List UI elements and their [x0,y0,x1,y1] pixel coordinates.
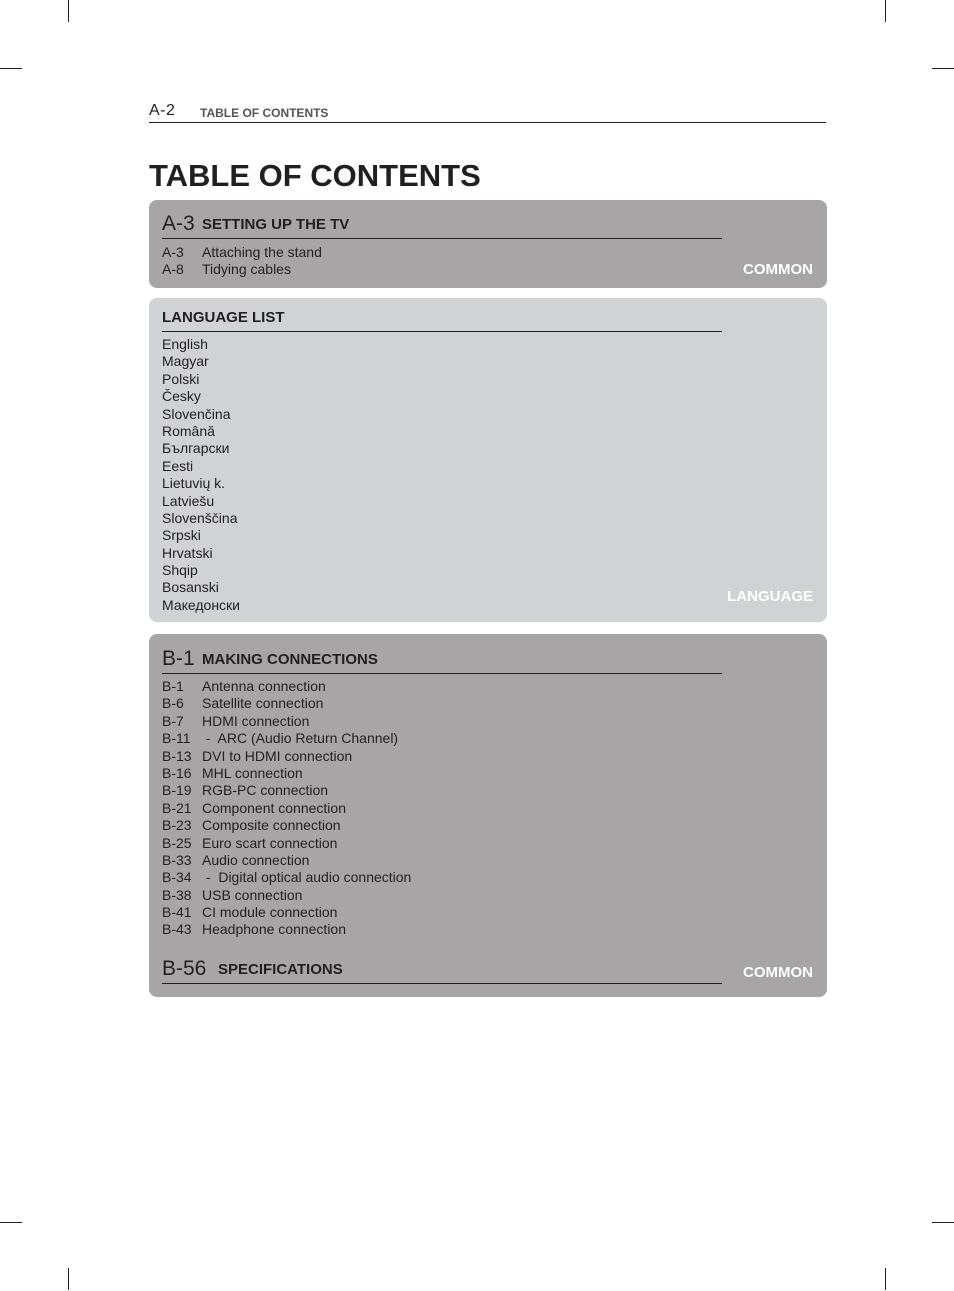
toc-item-page: B-38 [162,886,192,903]
toc-item-text: USB connection [202,886,303,903]
toc-item-text: - ARC (Audio Return Channel) [202,730,399,747]
section-language-box [149,298,827,622]
crop-mark [932,68,954,69]
language-item[interactable]: Română [162,422,215,439]
toc-item-text: Satellite connection [202,695,324,712]
toc-item-text: CI module connection [202,904,338,921]
toc-item-text: DVI to HDMI connection [202,747,353,764]
toc-item-page: B-41 [162,904,192,921]
toc-item-text: Composite connection [202,817,341,834]
language-item[interactable]: Slovenčina [162,405,231,422]
section-connections-box [149,634,827,997]
section-tag: LANGUAGE [727,588,813,605]
toc-item-page: B-23 [162,817,192,834]
toc-item-page: B-16 [162,764,192,781]
crop-mark [68,1268,69,1290]
toc-item-text: RGB-PC connection [202,782,329,799]
language-item[interactable]: Lietuvių k. [162,475,226,492]
crop-mark [932,1222,954,1223]
toc-item-page: B-6 [162,695,184,712]
section-heading [162,305,722,332]
section-heading-specifications [162,957,722,984]
running-title: TABLE OF CONTENTS [200,106,329,120]
section-heading [162,212,722,239]
language-item[interactable]: Eesti [162,457,194,474]
toc-item-page: B-1 [162,678,184,694]
section-setting-up-box [149,200,827,288]
toc-item-page: B-34 [162,869,192,886]
toc-item-page: A-8 [162,261,184,278]
language-item[interactable]: Slovenščina [162,509,238,526]
section-title: MAKING CONNECTIONS [202,651,378,668]
page-title: TABLE OF CONTENTS [149,158,481,193]
section-title: LANGUAGE LIST [162,309,285,326]
language-item[interactable]: Shqip [162,562,198,579]
toc-item-text: HDMI connection [202,712,310,729]
toc-item-page: B-11 [162,730,191,747]
toc-item-page: B-25 [162,834,192,851]
toc-item-page: A-3 [162,244,184,260]
language-item[interactable]: Македонски [162,596,240,613]
toc-item-text: MHL connection [202,764,303,781]
toc-item-text: Antenna connection [202,678,326,694]
language-list [162,336,240,614]
language-item[interactable]: Bosanski [162,579,219,596]
language-item[interactable]: Magyar [162,353,209,370]
language-item[interactable]: Latviešu [162,492,215,509]
toc-item-text: Euro scart connection [202,834,338,851]
toc-item-text: Audio connection [202,851,310,868]
language-item[interactable]: Български [162,440,230,457]
language-item[interactable]: English [162,336,208,352]
toc-item-text: Attaching the stand [202,244,322,260]
toc-item-page: B-13 [162,747,192,764]
toc-item-page: B-33 [162,851,192,868]
running-header [149,102,826,123]
language-item[interactable]: Polski [162,370,200,387]
section-number: B-56 [162,957,207,980]
section-title: SPECIFICATIONS [218,961,343,978]
section-heading [162,647,722,674]
language-item[interactable]: Srpski [162,527,201,544]
crop-mark [0,68,22,69]
section-number: A-3 [162,212,195,235]
section-tag: COMMON [743,261,813,278]
language-item[interactable]: Česky [162,388,201,405]
toc-item-text: Tidying cables [202,261,291,278]
toc-item-text: Headphone connection [202,921,347,938]
toc-item-page: B-19 [162,782,192,799]
section-title: SETTING UP THE TV [202,216,350,233]
language-item[interactable]: Hrvatski [162,544,213,561]
section-tag: COMMON [743,964,813,981]
crop-mark [885,1268,886,1290]
toc-item-page: B-7 [162,712,184,729]
toc-item-text: - Digital optical audio connection [202,869,412,886]
crop-mark [68,0,69,22]
page-number: A-2 [149,102,176,119]
toc-item-page: B-43 [162,921,192,938]
crop-mark [885,0,886,22]
toc-item-text: Component connection [202,799,346,816]
toc-item-page: B-21 [162,799,192,816]
crop-mark [0,1222,22,1223]
section-number: B-1 [162,647,195,670]
